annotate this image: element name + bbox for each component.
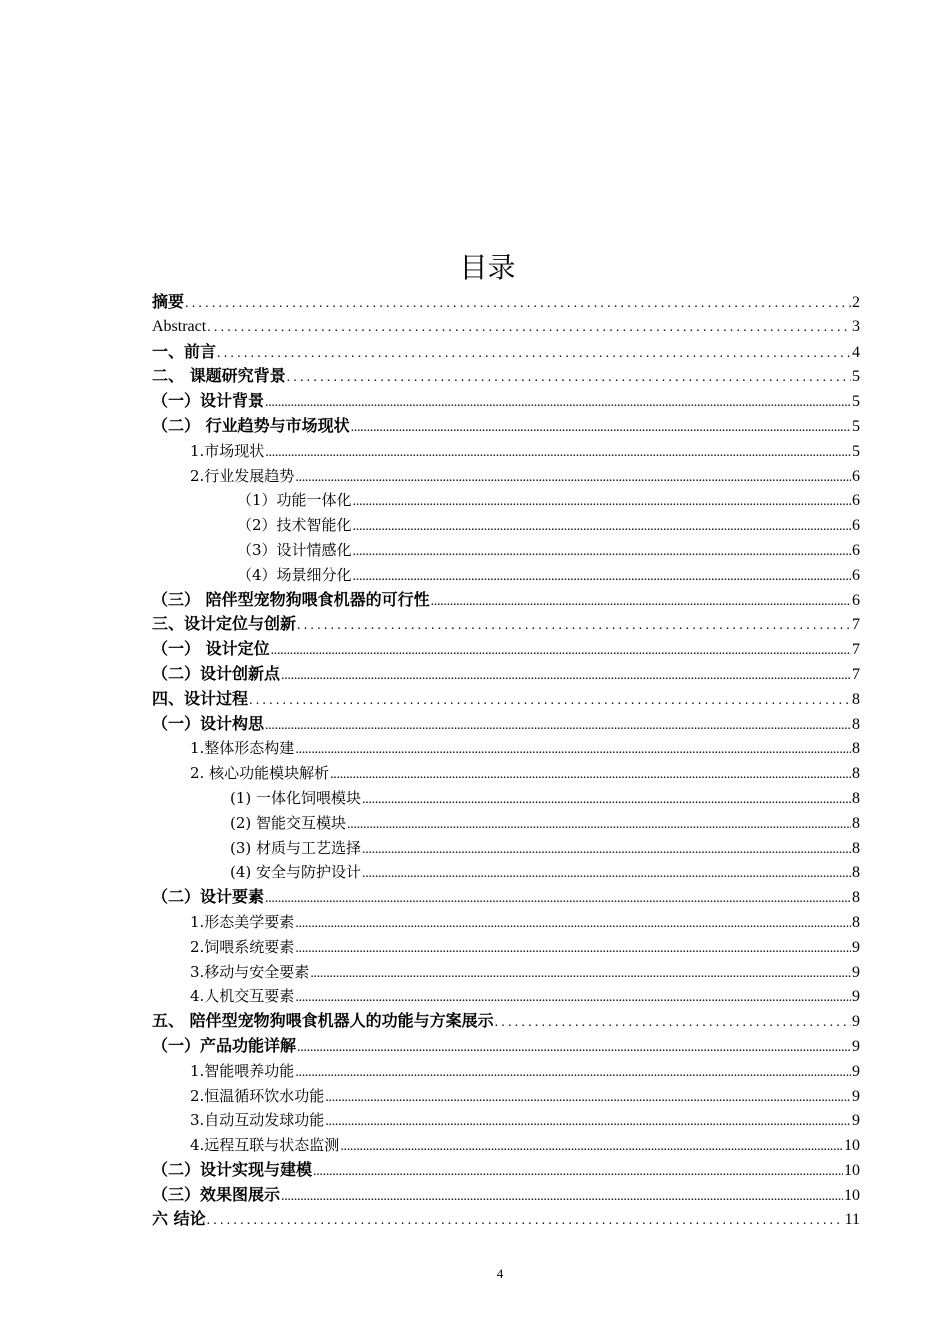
toc-entry[interactable] <box>152 513 860 538</box>
toc-dot-leader <box>353 490 851 515</box>
toc-dot-leader <box>431 590 851 615</box>
toc-entry[interactable] <box>152 1084 860 1109</box>
toc-entry[interactable] <box>152 1158 860 1183</box>
toc-entry-page: 9 <box>852 938 860 956</box>
toc-entry[interactable] <box>152 538 860 563</box>
toc-entry[interactable] <box>152 637 860 662</box>
toc-entry-page: 9 <box>852 1062 860 1080</box>
toc-dot-leader <box>297 1036 851 1061</box>
toc-entry-page: 7 <box>852 641 860 659</box>
page-number: 4 <box>496 1266 504 1281</box>
toc-entry-label: 1.智能喂养功能 <box>190 1061 295 1080</box>
toc-entry-label: （一） 设计定位 <box>152 639 270 659</box>
toc-entry-page: 8 <box>852 789 860 807</box>
toc-entry[interactable] <box>152 588 860 613</box>
toc-entry-label: （三） 陪伴型宠物狗喂食机器的可行性 <box>152 589 430 609</box>
toc-entry-page: 9 <box>852 1013 860 1031</box>
toc-entry-page: 5 <box>852 368 860 386</box>
toc-entry[interactable] <box>152 364 860 389</box>
toc-entry[interactable] <box>152 960 860 985</box>
toc-entry-page: 6 <box>852 591 860 609</box>
toc-dot-leader <box>297 614 851 639</box>
toc-dot-leader <box>351 416 851 441</box>
toc-entry-page: 8 <box>852 740 860 758</box>
toc-entry[interactable] <box>152 1009 860 1034</box>
toc-entry-label: （二） 行业趋势与市场现状 <box>152 415 350 435</box>
toc-dot-leader <box>362 788 851 813</box>
toc-dot-leader <box>353 540 851 565</box>
toc-entry-label: 四、设计过程 <box>152 688 249 708</box>
toc-dot-leader <box>185 292 851 317</box>
toc-dot-leader <box>295 912 851 937</box>
toc-entry[interactable] <box>152 1207 860 1232</box>
toc-entry-label: 1.形态美学要素 <box>190 912 295 931</box>
toc-dot-leader <box>325 1086 851 1111</box>
toc-entry-page: 10 <box>844 1137 860 1155</box>
toc-entry[interactable] <box>152 563 860 588</box>
toc-dot-leader <box>265 887 851 912</box>
toc-entry[interactable] <box>152 612 860 637</box>
toc-entry[interactable] <box>152 414 860 439</box>
toc-entry-label: (4) 安全与防护设计 <box>230 863 362 882</box>
toc-entry[interactable] <box>152 488 860 513</box>
toc-dot-leader <box>295 937 851 962</box>
toc-entry[interactable] <box>152 910 860 935</box>
toc-entry-label: (2) 智能交互模块 <box>230 813 347 832</box>
toc-entry-page: 3 <box>852 317 860 335</box>
toc-entry-label: 4.远程互联与状态监测 <box>190 1136 340 1155</box>
toc-entry-page: 6 <box>852 541 860 559</box>
toc-entry-page: 2 <box>852 294 860 311</box>
toc-entry[interactable] <box>152 935 860 960</box>
toc-dot-leader <box>207 1209 844 1234</box>
toc-dot-leader <box>265 441 851 466</box>
toc-entry-label: 2.饲喂系统要素 <box>190 937 295 956</box>
toc-entry-label: 六 结论 <box>152 1209 206 1229</box>
toc-dot-leader <box>295 738 851 763</box>
toc-entry-page: 10 <box>844 1161 860 1179</box>
toc-entry-label: （一）设计构思 <box>152 713 265 733</box>
toc-entry-label: 五、 陪伴型宠物狗喂食机器人的功能与方案展示 <box>152 1011 494 1031</box>
toc-entry-label: （4）场景细分化 <box>237 565 352 584</box>
toc-entry-label: （2）技术智能化 <box>237 516 352 535</box>
toc-entry[interactable] <box>152 340 860 365</box>
toc-entry-label: 三、设计定位与创新 <box>152 614 297 634</box>
toc-dot-leader <box>362 838 851 863</box>
toc-entry-page: 6 <box>852 566 860 584</box>
toc-entry[interactable] <box>152 439 860 464</box>
toc-entry[interactable] <box>152 761 860 786</box>
toc-entry-page: 5 <box>852 393 860 411</box>
toc-entry-label: 2.行业发展趋势 <box>190 466 295 485</box>
toc-entry-label: （3）设计情感化 <box>237 540 352 559</box>
toc-entry-label: （一）设计背景 <box>152 391 265 411</box>
table-of-contents <box>152 290 860 1232</box>
toc-dot-leader <box>249 689 851 714</box>
toc-title: 目录 <box>459 251 516 284</box>
toc-entry-page: 8 <box>852 889 860 907</box>
toc-entry[interactable] <box>152 1183 860 1208</box>
toc-entry-page: 5 <box>852 442 860 460</box>
toc-entry[interactable] <box>152 389 860 414</box>
toc-entry-page: 7 <box>852 665 860 683</box>
toc-dot-leader <box>281 664 851 689</box>
toc-dot-leader <box>362 862 851 887</box>
toc-entry[interactable] <box>152 1108 860 1133</box>
toc-entry[interactable] <box>152 1034 860 1059</box>
toc-entry[interactable] <box>152 464 860 489</box>
toc-entry[interactable] <box>152 1059 860 1084</box>
toc-dot-leader <box>310 962 851 987</box>
toc-entry-label: 1.整体形态构建 <box>190 739 295 758</box>
toc-entry-label: 一、前言 <box>152 341 217 361</box>
toc-entry-page: 9 <box>852 1087 860 1105</box>
toc-entry-page: 6 <box>852 492 860 510</box>
toc-entry-label: (1) 一体化饲喂模块 <box>230 788 362 807</box>
toc-entry-page: 5 <box>852 417 860 435</box>
toc-dot-leader <box>265 714 851 739</box>
toc-entry[interactable] <box>152 885 860 910</box>
toc-entry-page: 9 <box>852 1037 860 1055</box>
toc-dot-leader <box>340 1135 843 1160</box>
toc-dot-leader <box>265 391 851 416</box>
toc-entry-page: 8 <box>852 814 860 832</box>
toc-dot-leader <box>495 1011 851 1036</box>
toc-entry-label: （1）功能一体化 <box>237 491 352 510</box>
toc-dot-leader <box>217 342 851 367</box>
toc-entry-page: 8 <box>852 765 860 783</box>
toc-entry-label: 2.恒温循环饮水功能 <box>190 1086 325 1105</box>
toc-dot-leader <box>325 1110 851 1135</box>
toc-dot-leader <box>287 366 851 391</box>
toc-dot-leader <box>347 813 851 838</box>
toc-entry-label: Abstract <box>152 317 207 335</box>
toc-entry-label: 2. 核心功能模块解析 <box>190 764 330 783</box>
toc-entry-page: 9 <box>852 988 860 1006</box>
toc-dot-leader <box>207 316 851 341</box>
toc-dot-leader <box>313 1160 843 1185</box>
toc-entry-page: 9 <box>852 963 860 981</box>
toc-entry[interactable] <box>152 712 860 737</box>
toc-entry[interactable] <box>152 811 860 836</box>
toc-entry-page: 10 <box>844 1186 860 1204</box>
toc-entry[interactable] <box>152 860 860 885</box>
toc-dot-leader <box>295 466 851 491</box>
toc-entry[interactable] <box>152 836 860 861</box>
toc-dot-leader <box>353 565 851 590</box>
toc-entry-label: (3) 材质与工艺选择 <box>230 838 362 857</box>
toc-entry-page: 11 <box>844 1211 860 1229</box>
toc-entry-label: （二）设计要素 <box>152 887 265 907</box>
toc-entry[interactable] <box>152 786 860 811</box>
toc-entry-label: 3.自动互动发球功能 <box>190 1111 325 1130</box>
toc-entry-page: 7 <box>852 616 860 634</box>
toc-dot-leader <box>330 763 851 788</box>
toc-entry-label: 4.人机交互要素 <box>190 987 295 1006</box>
toc-entry-page: 8 <box>852 839 860 857</box>
toc-entry[interactable] <box>152 662 860 687</box>
toc-entry-page: 9 <box>852 1112 860 1130</box>
toc-entry-page: 8 <box>852 715 860 733</box>
toc-entry[interactable] <box>152 984 860 1009</box>
toc-entry-page: 6 <box>852 467 860 485</box>
toc-entry-label: （三）效果图展示 <box>152 1184 281 1204</box>
toc-entry[interactable] <box>152 736 860 761</box>
toc-entry-page: 8 <box>852 690 860 708</box>
toc-entry[interactable] <box>152 315 860 340</box>
toc-entry[interactable] <box>152 687 860 712</box>
toc-entry-label: 1.市场现状 <box>190 441 265 460</box>
toc-entry-label: 二、 课题研究背景 <box>152 366 286 386</box>
toc-entry[interactable] <box>152 1133 860 1158</box>
toc-entry-label: （一）产品功能详解 <box>152 1035 297 1055</box>
toc-entry-label: 3.移动与安全要素 <box>190 962 310 981</box>
toc-entry-page: 8 <box>852 913 860 931</box>
toc-dot-leader <box>295 1061 851 1086</box>
toc-dot-leader <box>271 639 851 664</box>
toc-entry-label: （二）设计实现与建模 <box>152 1159 313 1179</box>
toc-dot-leader <box>295 986 851 1011</box>
toc-entry-page: 6 <box>852 517 860 535</box>
toc-entry-label: （二）设计创新点 <box>152 663 281 683</box>
toc-entry-page: 8 <box>852 864 860 882</box>
toc-entry-page: 4 <box>852 343 860 361</box>
toc-dot-leader <box>353 515 851 540</box>
toc-dot-leader <box>281 1185 843 1210</box>
toc-entry-label: 摘要 <box>152 292 185 311</box>
toc-entry[interactable] <box>152 290 860 315</box>
